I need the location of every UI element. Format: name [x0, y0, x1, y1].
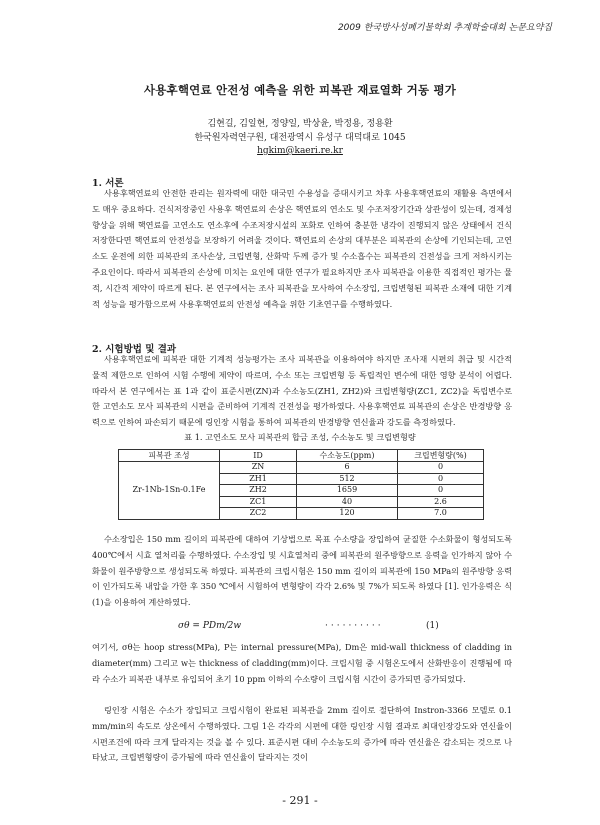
- section-2-paragraph-1: 사용후핵연료에 피복관 대한 기계적 성능평가는 조사 피복관을 이용하여야 하지만 조사재 시편의 취급 및 시간적 물적 제한으로 인하여 시험 수행에 제약이 따르며, 수소 또는 크립변형 등 독립적인 변수에 대한 영향 분석이 어렵다. 따라서 본 연구에서는 표 1과 같이 표준시편(ZN)과 수소농도(ZH1, ZH2)와 크립변형량(ZC1, ZC2)을 독립변수로 한 고연소도 모사 피복관의 시편을 준비하여 기계적 건전성을 평가하였다. 사용후핵연료 피복관의 손상은 반경방향 응력으로 인하여 파손되기 때문에 링인장 시험을 통하여 피복관의 반경방향 연신율과 강도를 측정하였다.: [92, 354, 512, 428]
- table-cell: 0: [398, 485, 484, 497]
- table-header-cell: ID: [220, 450, 297, 462]
- table-cell: 7.0: [398, 508, 484, 520]
- section-1-paragraph: 사용후핵연료의 안전한 관리는 원자력에 대한 대국민 수용성을 증대시키고 차후 사용후핵연료의 재활용 측면에서도 매우 중요하다. 건식저장중인 사용후 핵연료의 손상은 핵연료의 연소도 및 수조저장기간과 상관성이 있는데, 경제성 향상을 위해 핵연료를 고연소도 연소후에 수조저장시설의 포화로 인하여 충분한 냉각이 진행되지 않은 상태에서 건식저장한다면 핵연료의 안전성을 보장하기 어려울 것이다. 핵연료의 손상의 대부분은 피복관의 손상에 기인되는데, 고연소도 운전에 의한 피복관의 조사손상, 크립변형, 산화막 두께 증가 및 수소흡수는 피복관의 건전성을 크게 저하시키는 주요인이다. 따라서 피복관의 손상에 미치는 요인에 대한 연구가 필요하지만 조사 피복관을 이용한 직접적인 평가는 물적, 시간적 제약이 따르게 된다. 본 연구에서는 조사 피복관을 모사하여 수소장입, 크립변형된 피복관 소재에 대한 기계적 성능을 평가함으로써 사용후핵연료의 안전성 예측을 위한 기초연구를 수행하였다.: [92, 188, 512, 309]
- equation-1: σθ = PDm/2w: [178, 621, 242, 631]
- table-cell: 2.6: [398, 496, 484, 508]
- composition-table: [118, 449, 484, 520]
- equation-leader-dots: ··········: [325, 621, 384, 631]
- email-link[interactable]: [0, 146, 600, 156]
- section-2-paragraph-3: 여기서, σθ는 hoop stress(MPa), P는 internal pressure(MPa), Dm은 mid-wall thickness of cladding in diameter(mm) 그리고 w는 thickness of cladding(mm)이다. 크립시험 중 시험온도에서 산화반응이 진행됨에 따라 수소가 피복관 내부로 유입되어 초기 10 ppm 이하의 수소량이 크립시험 시간이 증가되면 증가되었다.: [92, 642, 512, 684]
- email-text[interactable]: hgkim@kaeri.re.kr: [257, 146, 343, 156]
- table-cell: ZC2: [220, 508, 297, 520]
- table-cell: ZC1: [220, 496, 297, 508]
- table-caption: 표 1. 고연소도 모사 피복관의 합금 조성, 수소농도 및 크립변형량: [184, 432, 416, 442]
- table-cell: ZH2: [220, 485, 297, 497]
- conference-header: 2009 한국방사성폐기물학회 추계학술대회 논문요약집: [337, 23, 552, 33]
- table-cell: 40: [297, 496, 398, 508]
- table-cell: 0: [398, 473, 484, 485]
- section-2-title: 2. 시험방법 및 결과: [92, 344, 177, 355]
- table-cell: 512: [297, 473, 398, 485]
- composition-cell: Zr-1Nb-1Sn-0.1Fe: [119, 462, 220, 520]
- table-cell: 0: [398, 462, 484, 474]
- table-header-cell: 피복관 조성: [119, 450, 220, 462]
- table-cell: 6: [297, 462, 398, 474]
- equation-number: (1): [426, 621, 439, 631]
- section-2-paragraph-2: 수소장입은 150 mm 길이의 피복관에 대하여 기상법으로 목표 수소량을 장입하여 균질한 수소화물이 형성되도록 400℃에서 시효 열처리를 수행하였다. 수소장입 및 시효열처리 중에 피복관의 원주방향으로 응력을 인가하지 않아 수화물이 원주방향으로 생성되도록 하였다. 피복관의 크립시험은 150 mm 길이의 피복관에 150 MPa의 원주방향 응력이 인가되도록 내압을 가한 후 350 ℃에서 시험하여 변형량이 각각 2.6% 및 7%가 되도록 하였다 [1]. 인가응력은 식 (1)을 이용하여 계산하였다.: [92, 534, 512, 608]
- section-2-paragraph-4: 링인장 시험은 수소가 장입되고 크립시험이 완료된 피복관을 2mm 길이로 절단하여 Instron-3366 모델로 0.1 mm/min의 속도로 상온에서 수행하였다. 그림 1은 각각의 시편에 대한 링인장 시험 결과로 최대인장강도와 연신율이 시편조건에 따라 크게 달라지는 것을 볼 수 있다. 표준시편 대비 수소농도의 증가에 따라 연신율은 감소되는 것으로 나타났고, 크립변형량이 증가됨에 따라 연신율이 달라지는 것이: [92, 705, 512, 763]
- affiliation: 한국원자력연구원, 대전광역시 유성구 대덕대로 1045: [194, 133, 406, 143]
- page-number: - 291 -: [282, 794, 318, 807]
- table-cell: 120: [297, 508, 398, 520]
- table-header-cell: 크립변형량(%): [398, 450, 484, 462]
- paper-title: 사용후핵연료 안전성 예측을 위한 피복관 재료열화 거동 평가: [143, 83, 457, 97]
- table-header-cell: 수소농도(ppm): [297, 450, 398, 462]
- table-cell: 1659: [297, 485, 398, 497]
- author-list: 김현길, 김일현, 정양일, 박상윤, 박정용, 정용환: [207, 119, 393, 129]
- table-row: [119, 462, 484, 474]
- table-header-row: [119, 450, 484, 462]
- table-cell: ZH1: [220, 473, 297, 485]
- table-cell: ZN: [220, 462, 297, 474]
- section-1-title: 1. 서론: [92, 178, 124, 189]
